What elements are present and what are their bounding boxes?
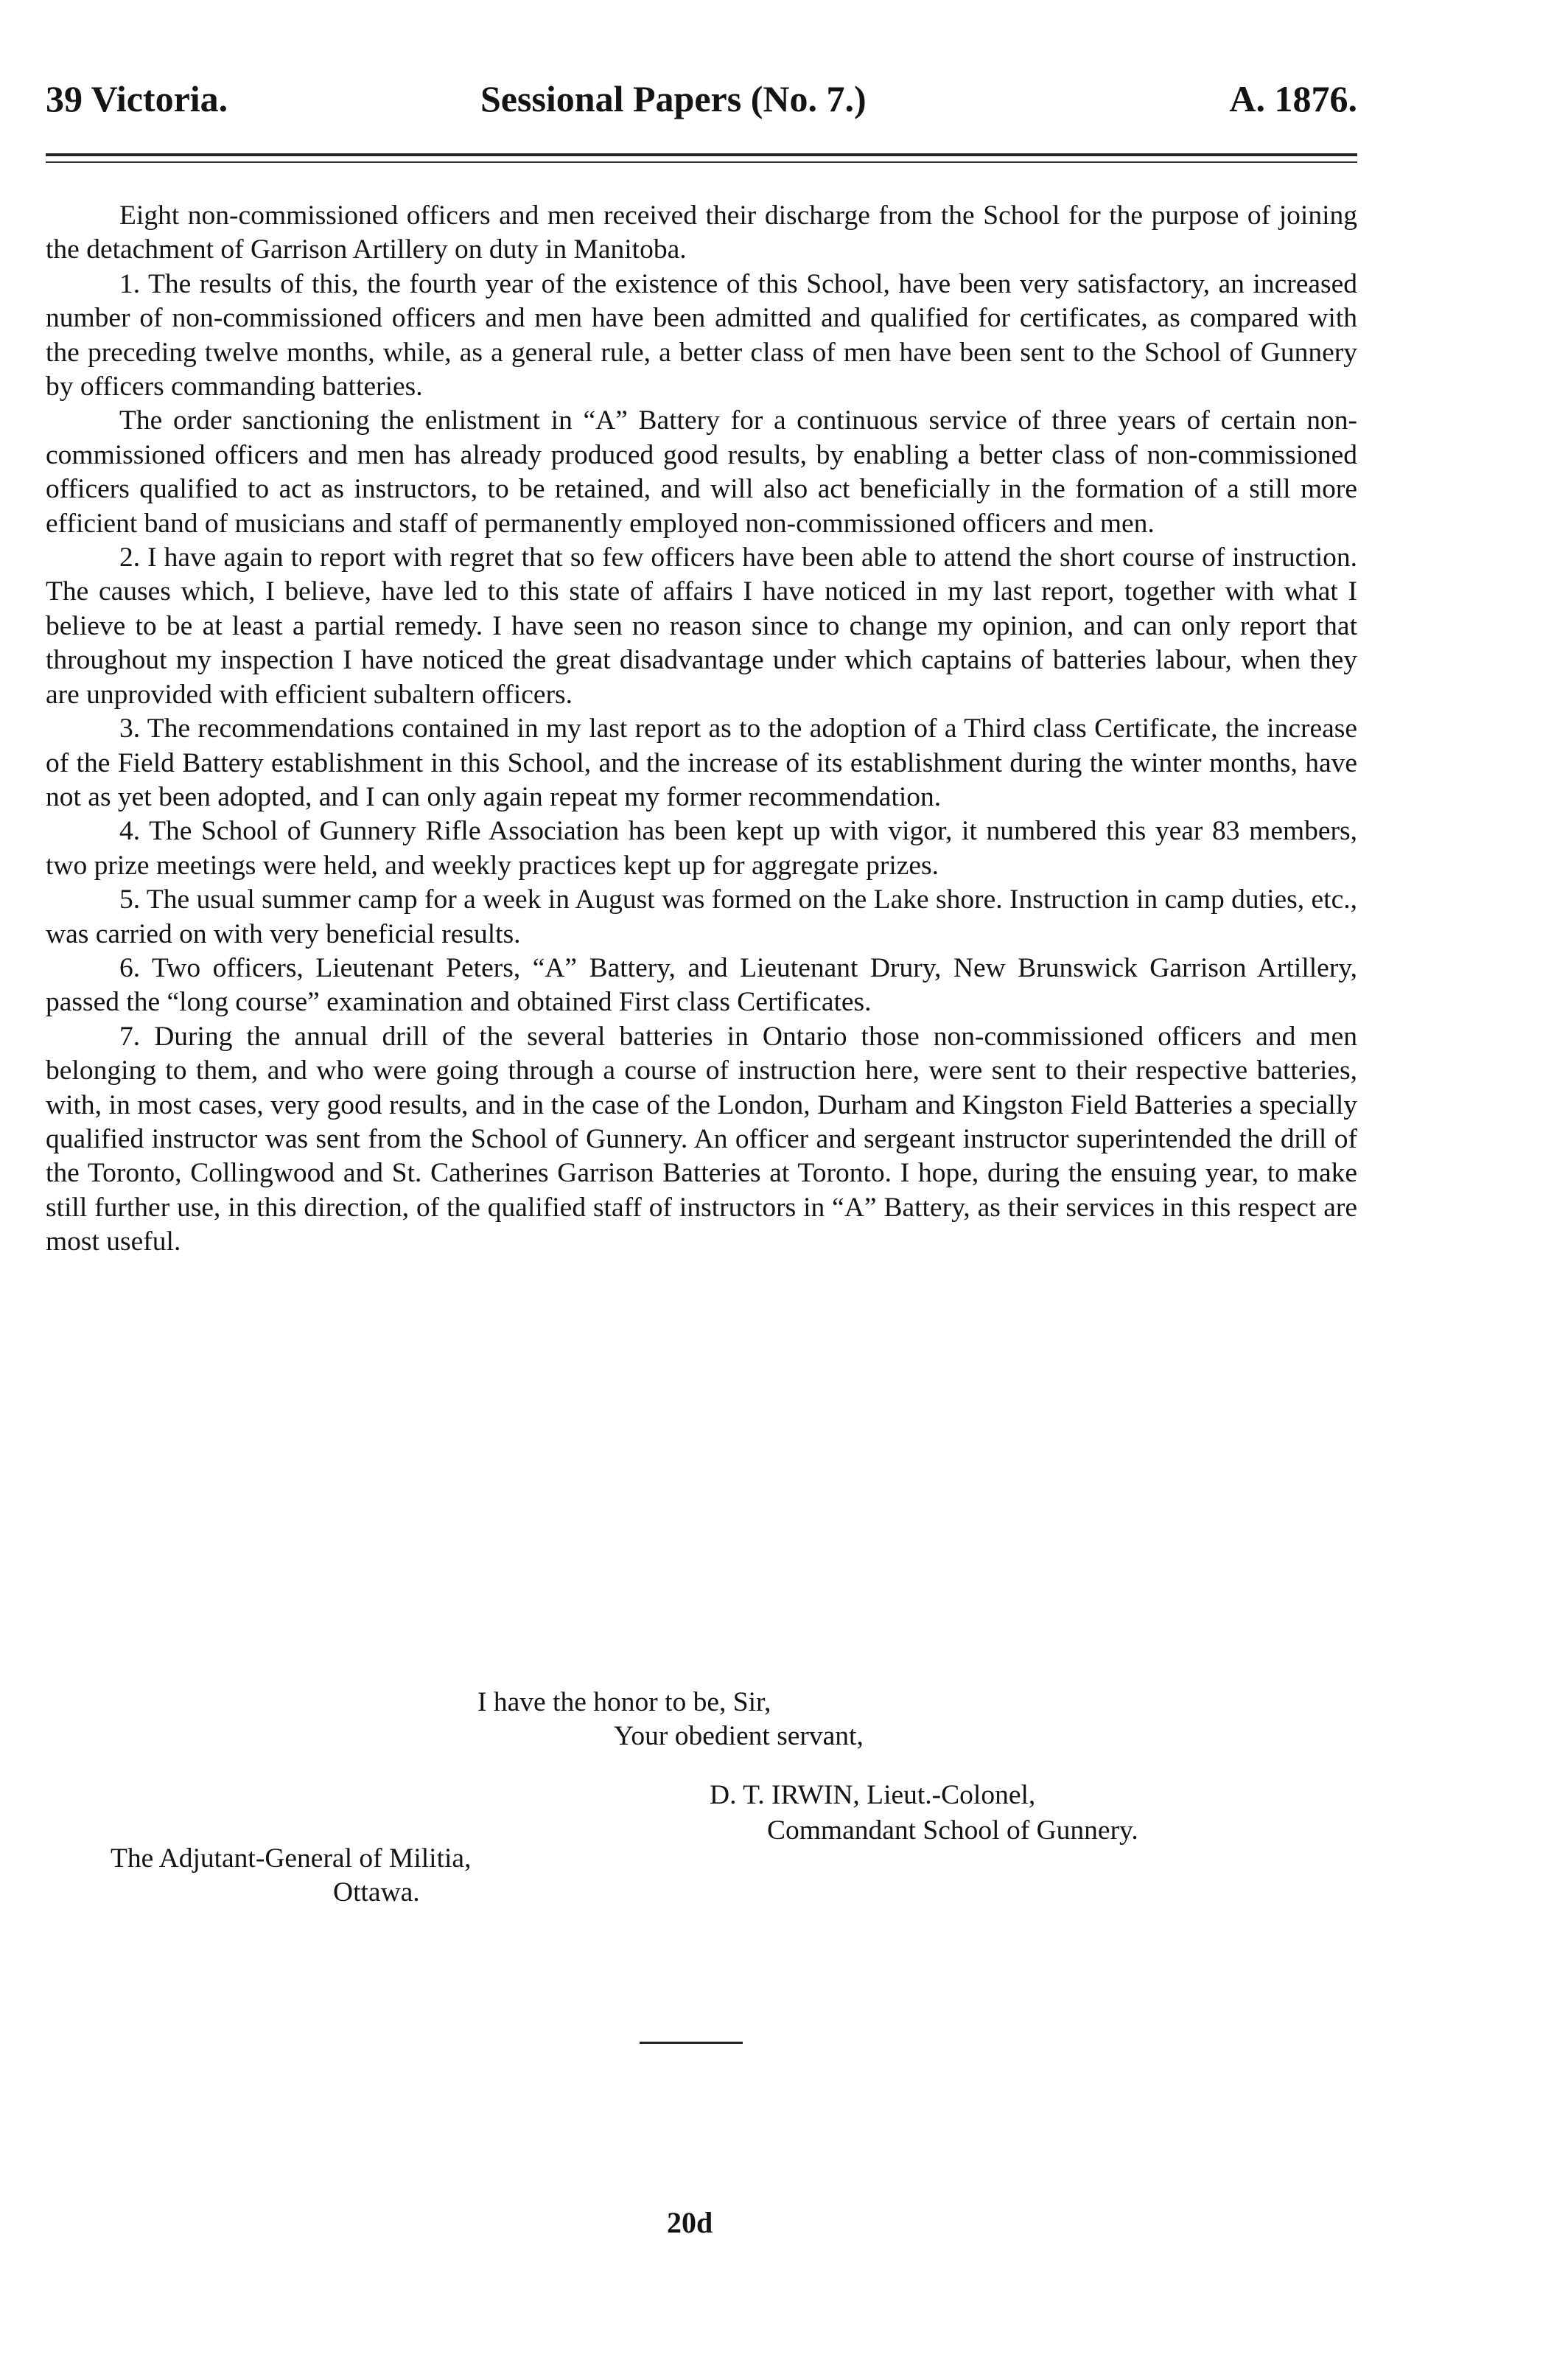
paragraph-2: 2. I have again to report with regret that so few officers have been able to attend the short course of instruction. The causes which, I believe, have led to this state of affairs I have noticed in my last report, together with what I believe to be at least a partial remedy. I have seen no reason since to change my opinion, and can only report that throughout my inspection I have noticed the great disadvantage under which captains of batteries labour, when they are unprovided with efficient subaltern officers. <box>46 542 1357 710</box>
paragraph-7: 7. During the annual drill of the several batteries in Ontario those non-commissioned officers and men belonging to them, and who were going through a course of instruction here, were sent to their respective batteries, with, in most cases, very good results, and in the case of the London, Durham and Kingston Field Batteries a specially qualified instructor was sent from the School of Gunnery. An officer and sergeant instructor superintended the drill of the Toronto, Collingwood and St. Catherines Garrison Batteries at Toronto. I hope, during the ensuing year, to make still further use, in this direction, of the qualified staff of instructors in “A” Battery, as their services in this respect are most useful. <box>46 1021 1357 1257</box>
closing-line-1: I have the honor to be, Sir, <box>477 1687 771 1717</box>
addressee-line-2: Ottawa. <box>333 1877 420 1907</box>
signature-name: D. T. IRWIN, Lieut.-Colonel, <box>710 1780 1036 1810</box>
header-year: A. 1876. <box>1229 78 1357 119</box>
header-rule-thin <box>46 161 1357 163</box>
footer-rule <box>640 2042 743 2044</box>
header-session: 39 Victoria. <box>46 78 228 119</box>
header-title: Sessional Papers (No. 7.) <box>480 78 867 119</box>
paragraph-intro: Eight non-commissioned officers and men received their discharge from the School for the purpose of joining the detachment of Garrison Artillery on duty in Manitoba. <box>46 200 1357 265</box>
page-header <box>46 77 1357 136</box>
closing-line-2: Your obedient servant, <box>614 1721 864 1751</box>
paragraph-1: 1. The results of this, the fourth year of the existence of this School, have been very satisfactory, an increased number of non-commissioned officers and men have been admitted and qualified for certificates, as compared with the preceding twelve months, while, as a general rule, a better class of men have been sent to the School of Gunnery by officers commanding batteries. <box>46 268 1357 402</box>
paragraph-5: 5. The usual summer camp for a week in August was formed on the Lake shore. Instruction in camp duties, etc., was carried on with very beneficial results. <box>46 884 1357 949</box>
paragraph-6: 6. Two officers, Lieutenant Peters, “A” Battery, and Lieutenant Drury, New Brunswick Garrison Artillery, passed the “long course” examination and obtained First class Certificates. <box>46 952 1357 1018</box>
paragraph-1-continued: The order sanctioning the enlistment in “A” Battery for a continuous service of three years of certain non-commissioned officers and men has already produced good results, by enabling a better class of non-commissioned officers qualified to act as instructors, to be retained, and will also act beneficially in the formation of a still more efficient band of musicians and staff of permanently employed non-commissioned officers and men. <box>46 405 1357 539</box>
header-rule-thick <box>46 153 1357 156</box>
paragraph-3: 3. The recommendations contained in my last report as to the adoption of a Third class Certificate, the increase of the Field Battery establishment in this School, and the increase of its establishment during the winter months, have not as yet been adopted, and I can only again repeat my former recommendation. <box>46 713 1357 812</box>
report-body <box>46 199 1357 1260</box>
page-number: 20d <box>667 2206 713 2239</box>
paragraph-4: 4. The School of Gunnery Rifle Association has been kept up with vigor, it numbered this year 83 members, two prize meetings were held, and weekly practices kept up for aggregate prizes. <box>46 816 1357 881</box>
signature-title: Commandant School of Gunnery. <box>767 1815 1138 1846</box>
addressee-line-1: The Adjutant-General of Militia, <box>111 1843 472 1874</box>
